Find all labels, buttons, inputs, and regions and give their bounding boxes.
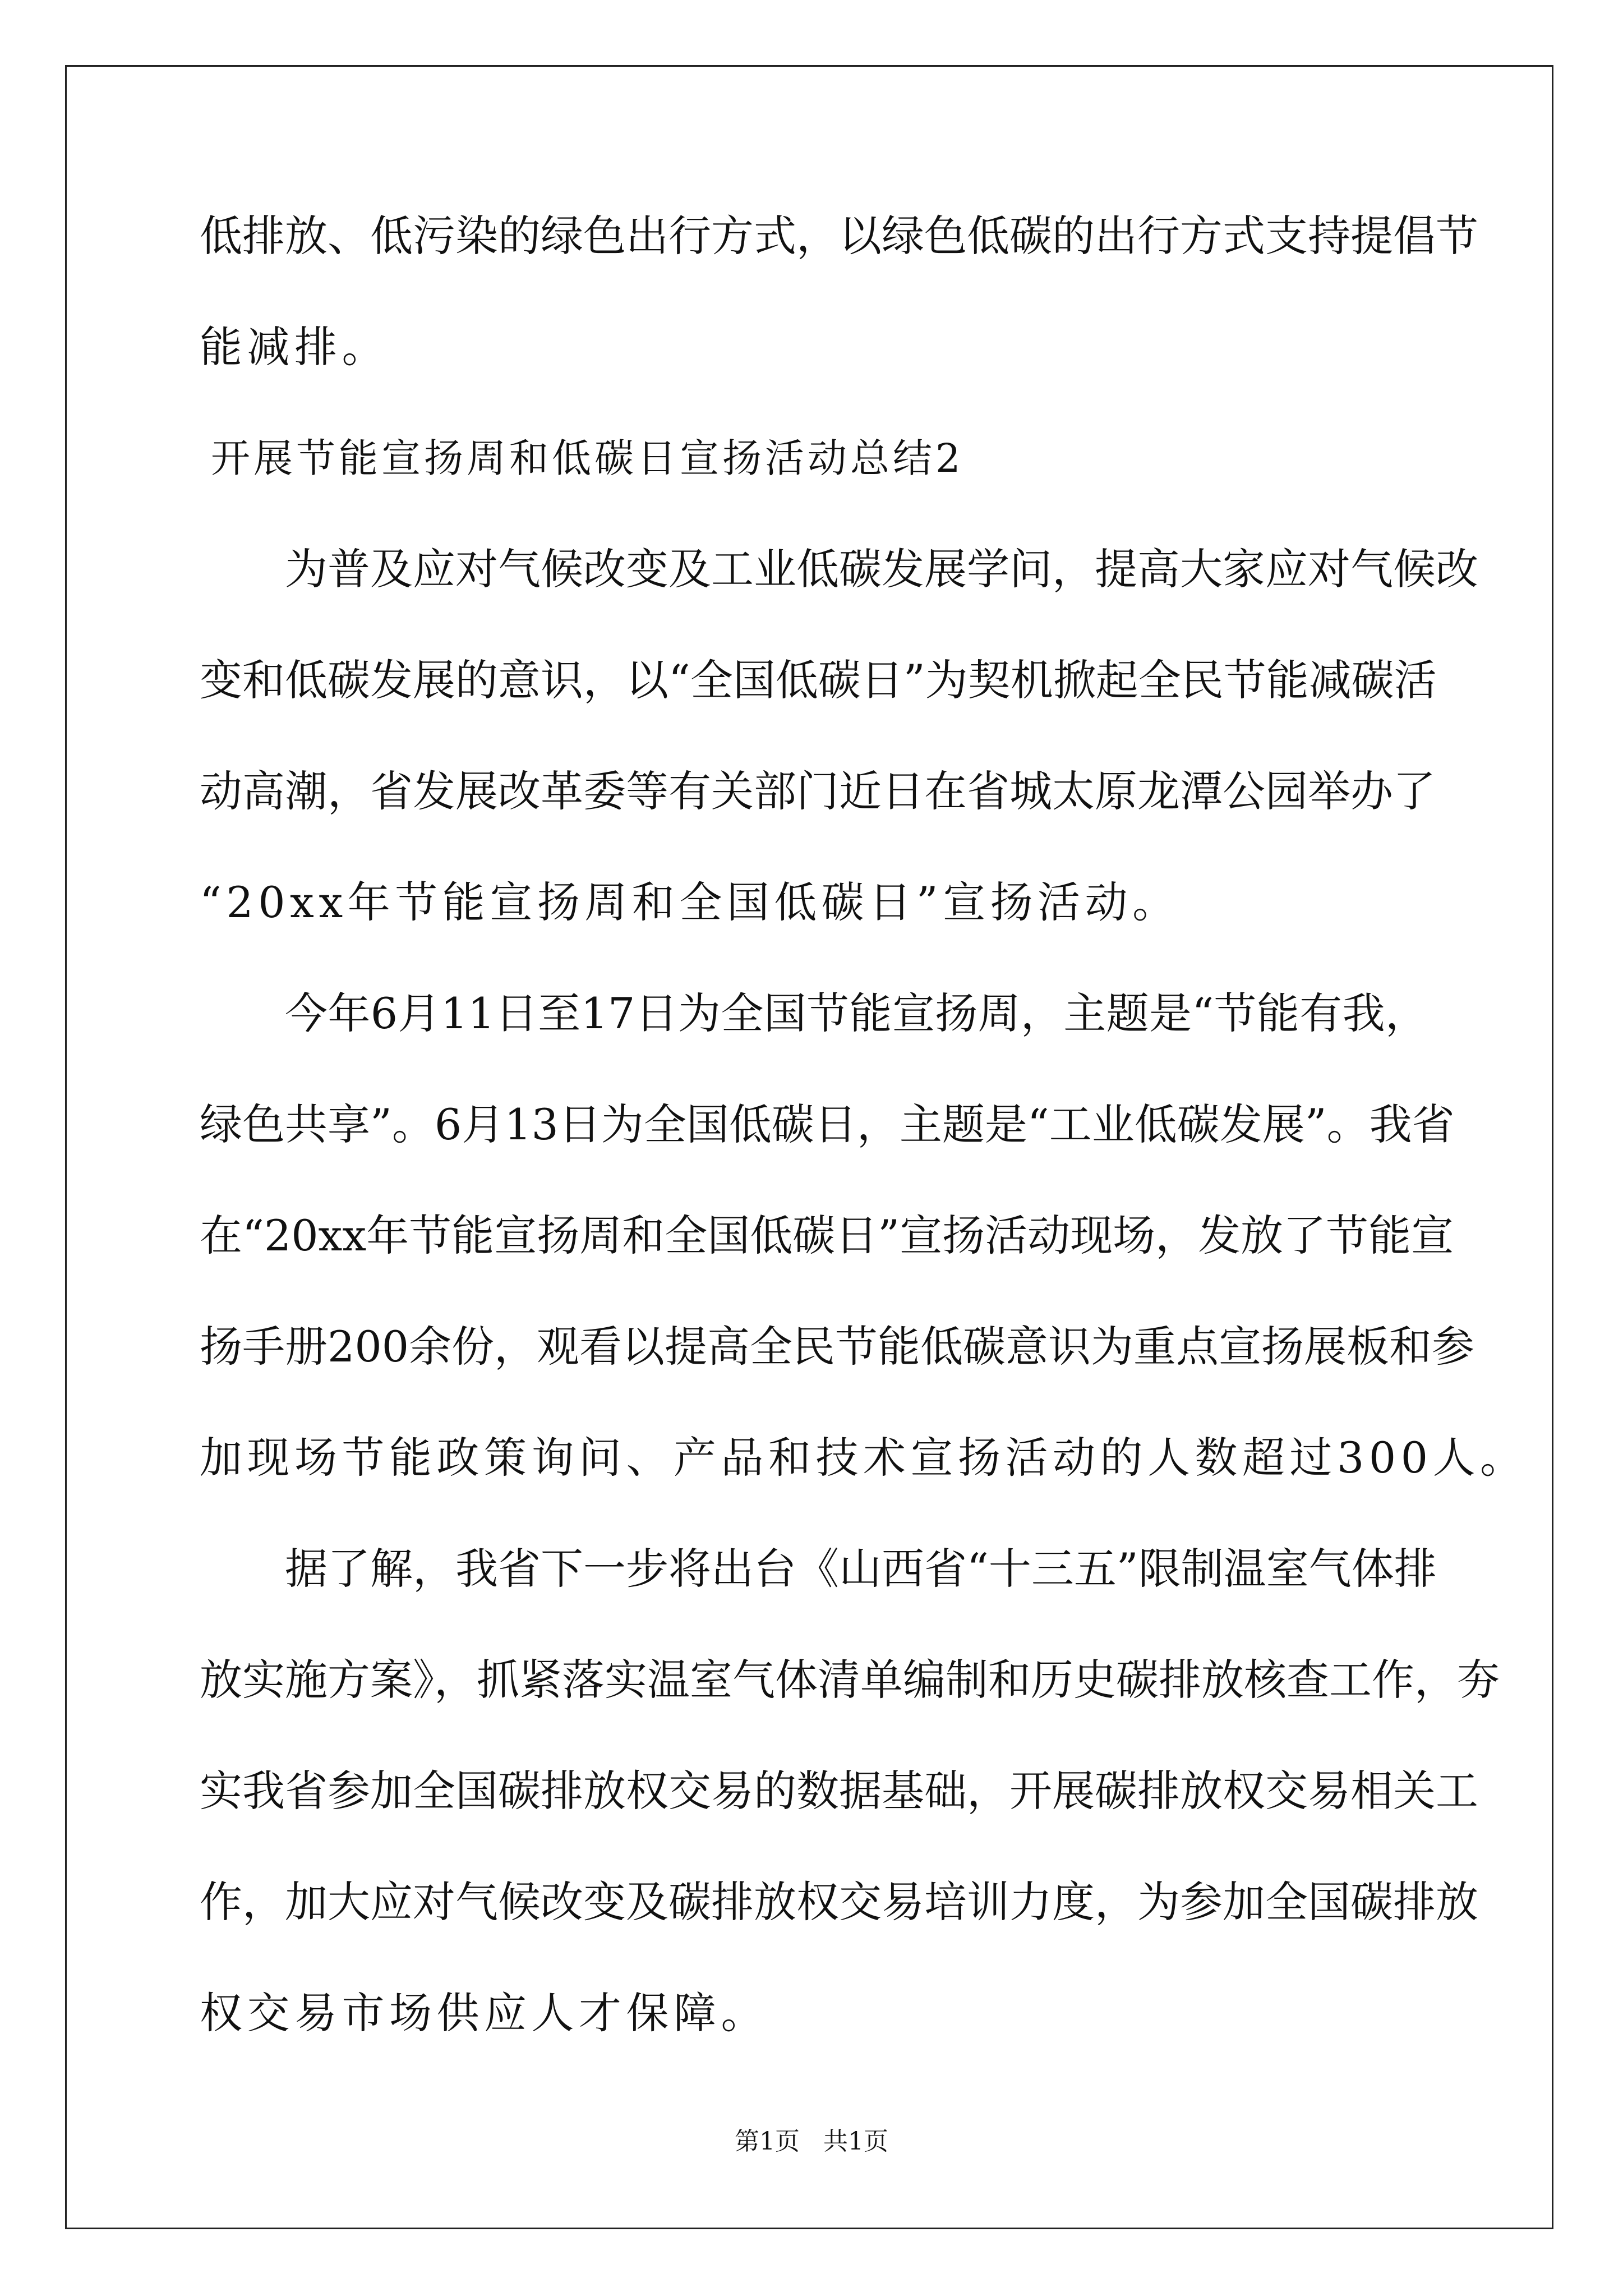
paragraph-1-line-1: 低排放、低污染的绿色出行方式，以绿色低碳的出行方式支持提倡节 <box>200 211 1478 261</box>
paragraph-4-line-4: 作，加大应对气候改变及碳排放权交易培训力度，为参加全国碳排放 <box>200 1877 1478 1927</box>
paragraph-3-line-2: 绿色共享”。6月13日为全国低碳日，主题是“工业低碳发展”。我省 <box>200 1099 1455 1149</box>
paragraph-1-line-2: 能减排。 <box>200 322 389 372</box>
paragraph-4-line-3: 实我省参加全国碳排放权交易的数据基础，开展碳排放权交易相关工 <box>200 1766 1478 1816</box>
paragraph-3-line-4: 扬手册200余份，观看以提高全民节能低碳意识为重点宣扬展板和参 <box>200 1322 1475 1372</box>
section-heading: 开展节能宣扬周和低碳日宣扬活动总结2 <box>211 435 964 481</box>
paragraph-3-line-3: 在“20xx年节能宣扬周和全国低碳日”宣扬活动现场，发放了节能宣 <box>200 1211 1454 1260</box>
page-number-footer: 第1页 共1页 <box>735 2127 888 2156</box>
paragraph-2-line-1: 为普及应对气候改变及工业低碳发展学问，提高大家应对气候改 <box>285 544 1478 594</box>
document-body <box>200 208 1528 2096</box>
paragraph-4-line-1: 据了解，我省下一步将出台《山西省“十三五”限制温室气体排 <box>285 1544 1437 1594</box>
paragraph-4-line-2: 放实施方案》，抓紧落实温室气体清单编制和历史碳排放核查工作，夯 <box>200 1655 1500 1705</box>
paragraph-2-line-4: “20xx年节能宣扬周和全国低碳日”宣扬活动。 <box>200 877 1180 927</box>
paragraph-2-line-3: 动高潮，省发展改革委等有关部门近日在省城太原龙潭公园举办了 <box>200 766 1436 816</box>
paragraph-2-line-2: 变和低碳发展的意识，以“全国低碳日”为契机掀起全民节能减碳活 <box>200 655 1437 705</box>
paragraph-3-line-5: 加现场节能政策询问、产品和技术宣扬活动的人数超过300人。 <box>200 1433 1528 1483</box>
paragraph-3-line-1: 今年6月11日至17日为全国节能宣扬周，主题是“节能有我， <box>285 988 1428 1038</box>
paragraph-4-line-5: 权交易市场供应人才保障。 <box>200 1988 768 2038</box>
